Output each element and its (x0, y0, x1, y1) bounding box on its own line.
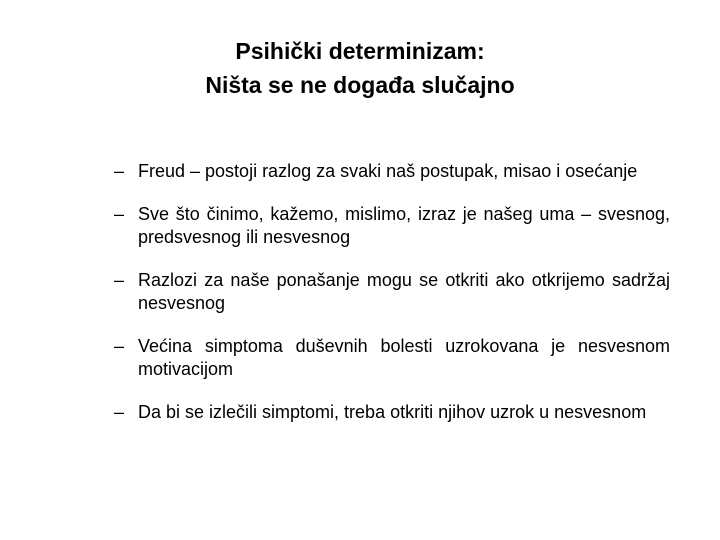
bullet-item (112, 401, 670, 424)
bullet-text: Da bi se izlečili simptomi, treba otkriti njihov uzrok u nesvesnom (138, 402, 647, 422)
bullet-item (112, 203, 670, 249)
title-line-1: Psihički determinizam: (235, 38, 485, 64)
bullet-text: Freud – postoji razlog za svaki naš postupak, misao i osećanje (138, 161, 638, 181)
bullet-text: Sve što činimo, kažemo, mislimo, izraz je našeg uma – svesnog, predsvesnog ili nesvesnog (138, 204, 670, 247)
dash-bullet-icon: – (114, 402, 125, 422)
bullet-text: Većina simptoma duševnih bolesti uzrokovana je nesvesnom motivacijom (138, 336, 670, 379)
bullet-text: Razlozi za naše ponašanje mogu se otkriti ako otkrijemo sadržaj nesvesnog (138, 270, 670, 313)
bullet-list (112, 160, 670, 444)
slide-title (110, 34, 610, 102)
dash-bullet-icon: – (114, 204, 125, 224)
bullet-item (112, 269, 670, 315)
bullet-item (112, 160, 670, 183)
dash-bullet-icon: – (114, 270, 125, 290)
dash-bullet-icon: – (114, 336, 125, 356)
title-line-2: Ništa se ne događa slučajno (205, 72, 515, 98)
bullet-item (112, 335, 670, 381)
dash-bullet-icon: – (114, 161, 125, 181)
